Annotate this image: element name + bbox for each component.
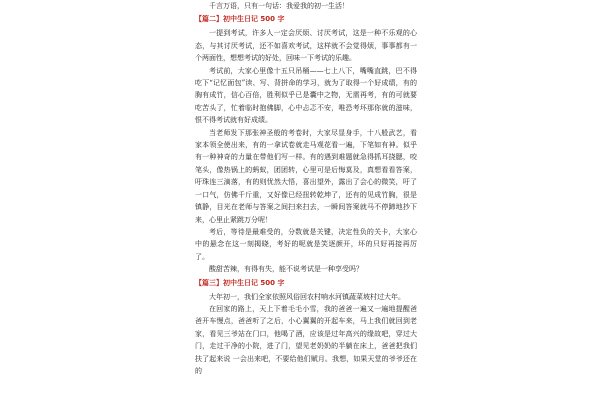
paragraph: 当老师发下那张神圣般的考卷时，大家尽显身手，十八般武艺，看家本领全使出来，有的一拿试卷就走马观花看一遍，下笔如有神。似乎有一种神奇的力量在带他们写一样。有的遇到难题就急得抓耳挠腮，咬笔头，像热锅上的蚂蚁，团团转，心里可是后悔莫及，真想看看答案，吁珠连三滴落，有的则忧然大悟，喜出望外，露出了会心的微笑，吁了一口气，仿佛千斤重，又好像已经扭转乾坤了，还有的见成竹胸，很是镇静，目光在老师与答案之间扫来扫去，一瞬间答案就马不停蹄地抄下来，心里止紧跳万分呢！ [195,128,417,224]
paragraph: 在回家的路上，天上下着毛毛小雪，我的爸爸一遍又一遍地提醒爸爸开车慢点，爸爸听了之后，小心翼翼的开起车来，马上我们就回到老家，看见三爷站在门口，他喝了酒，应该是过年高兴的缘故吧，穿过大门，走过干净的小院，进了门，望见老奶奶的半躺在床上，爸爸把我们扶了起来说 一会出来吧，不要给他们赋月。我想，如果天堂的爷爷还在的 [195,304,417,375]
paragraph: 一提到考试，许多人一定会厌烦、讨厌考试，这是一种不乐观的心态，与其讨厌考试，还不如喜欢考试，这样就不会觉得烦，事事都有一个两面性，想想考试的好处，回味一下考试的乐趣。 [195,29,417,63]
paragraph: 考后，等待是最难受的，分数就是关键，决定性负的关卡，大家心中的悬念在这一刻揭晓，考好的呢就是笑逐颜开，坏的只好再接再厉了。 [195,227,417,261]
paragraph: 酸甜苦辣，有得有失，能不说考试是一种享受吗？ [209,265,363,274]
paragraph: 大年初一，我们全家依照风俗回农村响水河镇蔬菜坡村过大年。 [209,292,405,301]
paragraph: 考试前，大家心里像十五只吊桶——七上八下，嘴嘴直跳，巴不得吃下“记忆面包”读、写、背拼命的学习，就为了取得一个好成绩，有的胸有成竹，信心百倍，胜利似乎已是囊中之物，无需再考，有的可就要吃苦头了，忙着临时抱佛脚，心中忐忑不安，唯恐考坏那你就的滋味，恨不得考试就有好成绩。 [195,66,417,125]
section-heading: 【篇三】初中生日记 500 字 [195,278,285,287]
paragraph: 千言万语，只有一句话：我爱我的初一生活！ [209,2,349,10]
section-heading: 【篇二】初中生日记 500 字 [195,15,285,24]
article-body [195,0,417,400]
